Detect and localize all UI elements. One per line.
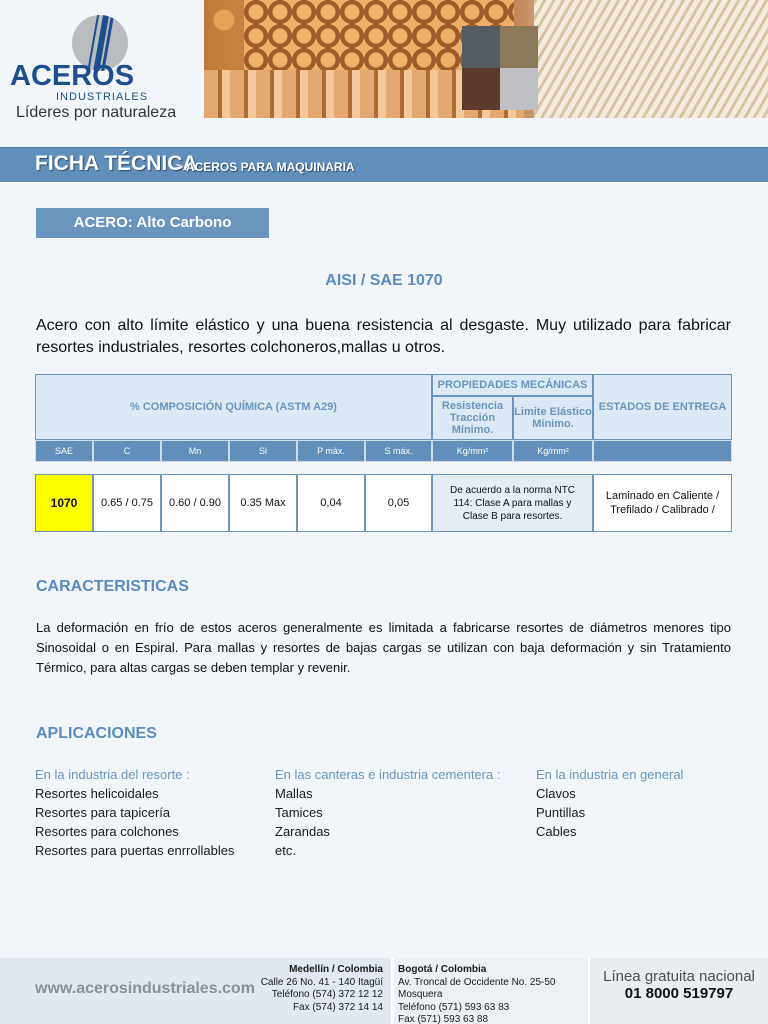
company-logo <box>10 10 190 125</box>
cell-si: 0.35 Max <box>229 474 297 532</box>
bogota-fax: Fax (571) 593 63 88 <box>398 1014 489 1024</box>
medellin-fax: Fax (574) 372 14 14 <box>292 1001 383 1013</box>
bogota-phone: Teléfono (571) 593 63 83 <box>398 1001 510 1013</box>
unit-c: C <box>93 440 161 462</box>
unit-p: P máx. <box>297 440 365 462</box>
mechanical-header: PROPIEDADES MECÁNICAS <box>432 374 593 396</box>
unit-s: S máx. <box>365 440 432 462</box>
yield-header: Limite Elástico Mínimo. <box>513 396 593 440</box>
hotline-label: Línea gratuita nacional <box>603 968 755 985</box>
unit-mn: Mn <box>161 440 229 462</box>
characteristics-title: CARACTERISTICAS <box>36 578 189 595</box>
delivery-header: ESTADOS DE ENTREGA <box>593 374 732 440</box>
applications-title: APLICACIONES <box>36 725 157 742</box>
bogota-address: Av. Troncal de Occidente No. 25-50 Mosquera <box>398 976 556 1000</box>
bogota-title: Bogotá / Colombia <box>398 964 487 975</box>
list-item: Clavos <box>536 786 576 801</box>
hotline-number: 01 8000 519797 <box>624 984 734 1002</box>
intro-paragraph: Acero con alto límite elástico y una buena resistencia al desgaste. Muy utilizado para fabricar resortes industriales, resortes colchoneros,mallas u otros. <box>36 317 731 356</box>
unit-si: Si <box>229 440 297 462</box>
unit-tensile: Kg/mm² <box>432 440 513 462</box>
unit-delivery <box>593 440 732 462</box>
cell-delivery: Laminado en Caliente / Trefilado / Calibrado / <box>593 474 732 532</box>
list-item: Resortes para puertas enrrollables <box>35 843 235 858</box>
medellin-contact <box>251 958 391 1024</box>
column-heading: En la industria en general <box>536 767 684 782</box>
cell-p: 0,04 <box>297 474 365 532</box>
applications-column-quarries <box>275 765 500 860</box>
cell-c: 0.65 / 0.75 <box>93 474 161 532</box>
list-item: Mallas <box>275 786 313 801</box>
tensile-header: Resistencia Tracción Mínimo. <box>432 396 513 440</box>
page-subtitle: > ACEROS PARA MAQUINARIA <box>176 160 355 174</box>
website-link[interactable]: www.acerosindustriales.com <box>35 980 255 997</box>
logo-subtitle: INDUSTRIALES <box>56 91 149 103</box>
unit-sae: SAE <box>35 440 93 462</box>
spec-table <box>35 374 732 532</box>
list-item: etc. <box>275 843 296 858</box>
hotline <box>590 958 768 1024</box>
characteristics-text: La deformación en frío de estos aceros generalmente es limitada a fabricarse resortes de diámetros menores tipo Sinosoidal o en Espiral. Para mallas y resortes de bajas cargas se utilizan con baja deformación y sin Tratamiento Térmico, para altas cargas se deben templar y revenir. <box>36 620 731 675</box>
cell-sae: 1070 <box>35 474 93 532</box>
column-heading: En las canteras e industria cementera : <box>275 767 501 782</box>
cell-mechanical: De acuerdo a la norma NTC 114: Clase A para mallas y Clase B para resortes. <box>432 474 593 532</box>
list-item: Zarandas <box>275 824 330 839</box>
cell-s: 0,05 <box>365 474 432 532</box>
medellin-phone: Teléfono (574) 372 12 12 <box>271 989 383 1000</box>
tagline: Líderes por naturaleza <box>16 104 177 121</box>
list-item: Resortes helicoidales <box>35 786 159 801</box>
list-item: Puntillas <box>536 805 586 820</box>
applications-column-springs <box>35 765 234 860</box>
medellin-title: Medellín / Colombia <box>289 964 383 975</box>
list-item: Resortes para tapicería <box>35 805 171 820</box>
title-band <box>0 147 768 182</box>
grade-heading: AISI / SAE 1070 <box>325 272 443 289</box>
footer <box>0 958 768 1024</box>
logo-name: ACEROS <box>10 60 135 92</box>
applications-column-general <box>536 765 683 841</box>
bogota-contact <box>394 958 588 1024</box>
composition-header: % COMPOSICIÓN QUÍMICA (ASTM A29) <box>35 374 432 440</box>
steel-type-label: ACERO: Alto Carbono <box>36 208 269 238</box>
unit-yield: Kg/mm² <box>513 440 593 462</box>
medellin-address: Calle 26 No. 41 - 140 Itagüí <box>260 976 383 988</box>
page-title: FICHA TÉCNICA <box>35 152 198 175</box>
cell-mn: 0.60 / 0.90 <box>161 474 229 532</box>
list-item: Tamices <box>275 805 323 820</box>
list-item: Cables <box>536 824 577 839</box>
header-photo <box>204 0 768 118</box>
column-heading: En la industria del resorte : <box>35 767 190 782</box>
list-item: Resortes para colchones <box>35 824 179 839</box>
